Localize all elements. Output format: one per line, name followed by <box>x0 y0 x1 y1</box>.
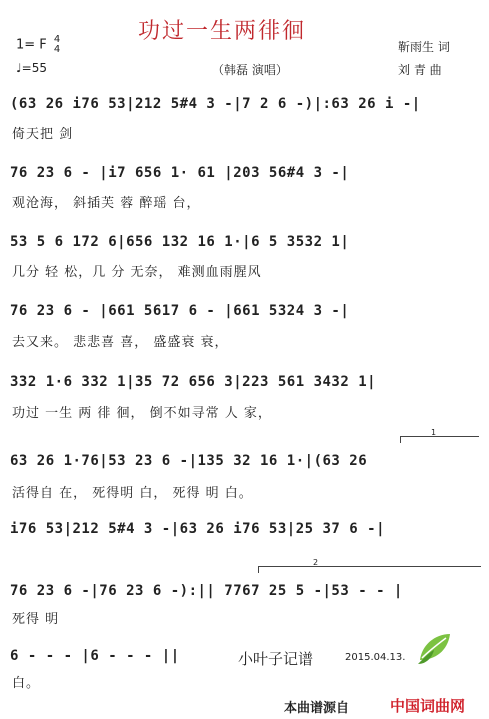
transcriber-signature: 小叶子记谱 <box>238 650 314 668</box>
key-label: 1= F <box>16 37 47 53</box>
leaf-logo-icon <box>416 630 454 666</box>
transcription-date: 2015.04.13. <box>345 652 406 663</box>
score-line-9-notes: 6 - - - |6 - - - || <box>10 648 180 664</box>
score-line-2-lyrics: 观沧海， 斜插芙 蓉 醉瑶 台， <box>12 196 201 211</box>
time-signature <box>54 35 60 55</box>
source-label: 本曲谱源自 <box>284 701 350 716</box>
score-line-9-lyrics: 白。 <box>12 676 41 691</box>
composer-credit: 刘 青 曲 <box>398 63 442 77</box>
quarter-note-icon: ♩ <box>16 61 22 75</box>
tempo-marking <box>16 61 47 75</box>
score-line-1-notes: (63 26 i76 53|212 5#4 3 -|7 2 6 -)|:63 26 i -| <box>10 96 421 112</box>
score-line-8-lyrics: 死得 明 <box>12 612 60 627</box>
score-line-5-lyrics: 功过 一生 两 徘 徊， 倒不如寻常 人 家， <box>12 406 272 421</box>
score-line-1-lyrics: 倚天把 剑 <box>12 127 74 142</box>
score-line-5-notes: 332 1·6 332 1|35 72 656 3|223 561 3432 1| <box>10 374 377 390</box>
score-line-3-lyrics: 几分 轻 松，几 分 无奈， 难测血雨腥风 <box>12 265 262 280</box>
score-line-4-lyrics: 去又来。 悲悲喜 喜， 盛盛衰 衰， <box>12 335 229 350</box>
volta-label-second: 2 <box>313 558 319 567</box>
score-line-7-notes: i76 53|212 5#4 3 -|63 26 i76 53|25 37 6 -| <box>10 521 386 537</box>
time-signature-bottom: 4 <box>53 44 61 55</box>
performer: （韩磊 演唱） <box>212 63 288 77</box>
key-signature <box>16 35 60 55</box>
volta-bracket-first <box>400 428 479 443</box>
score-line-8-notes: 76 23 6 -|76 23 6 -):|| 7767 25 5 -|53 - - | <box>10 583 403 599</box>
tempo-value: =55 <box>21 61 47 75</box>
score-line-4-notes: 76 23 6 - |661 5617 6 - |661 5324 3 -| <box>10 303 350 319</box>
time-signature-top: 4 <box>53 34 61 45</box>
score-line-2-notes: 76 23 6 - |i7 656 1· 61 |203 56#4 3 -| <box>10 165 350 181</box>
site-name-link[interactable]: 中国词曲网 <box>390 697 466 715</box>
score-line-6-lyrics: 活得自 在， 死得明 白， 死得 明 白。 <box>12 486 253 501</box>
score-line-6-notes: 63 26 1·76|53 23 6 -|135 32 16 1·|(63 26 <box>10 453 368 469</box>
score-line-3-notes: 53 5 6 172 6|656 132 16 1·|6 5 3532 1| <box>10 234 350 250</box>
song-title: 功过一生两徘徊 <box>138 19 307 44</box>
volta-label-first: 1 <box>431 428 437 437</box>
volta-bracket-second <box>258 558 481 573</box>
lyricist-credit: 靳雨生 词 <box>398 40 450 54</box>
